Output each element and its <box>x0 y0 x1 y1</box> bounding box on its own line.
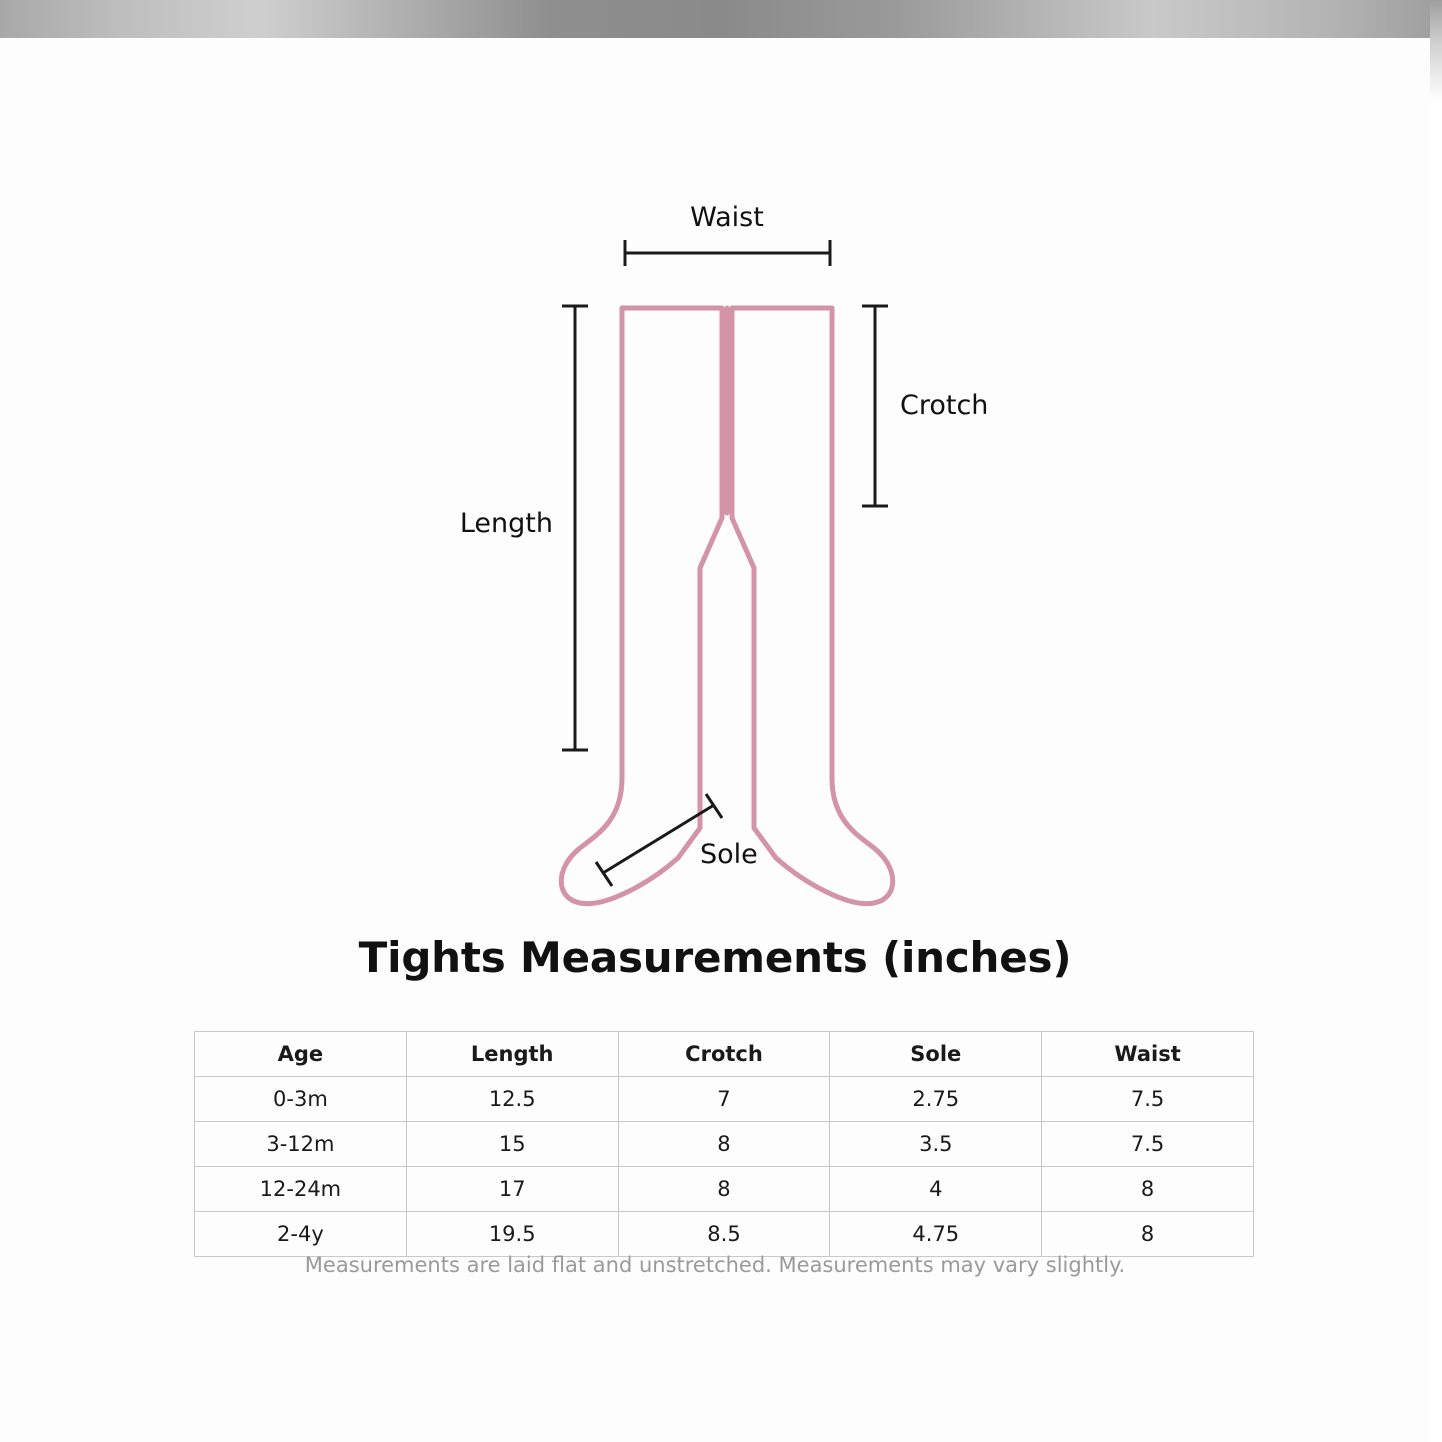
cell-sole: 3.5 <box>830 1122 1042 1167</box>
right-gradient-band <box>1430 0 1442 1442</box>
cell-length: 17 <box>406 1167 618 1212</box>
cell-age: 0-3m <box>195 1077 407 1122</box>
table-row <box>195 1167 1254 1212</box>
top-gradient-band <box>0 0 1442 38</box>
crotch-label: Crotch <box>900 390 989 421</box>
cell-sole: 4.75 <box>830 1212 1042 1257</box>
image-canvas <box>0 38 1430 1442</box>
table-row <box>195 1122 1254 1167</box>
cell-crotch: 8 <box>618 1122 830 1167</box>
measurements-table <box>194 1031 1254 1257</box>
table-header-row <box>195 1032 1254 1077</box>
waist-label: Waist <box>690 202 764 233</box>
page-title: Tights Measurements (inches) <box>358 933 1072 982</box>
column-header-sole: Sole <box>830 1032 1042 1077</box>
cell-waist: 8 <box>1042 1212 1254 1257</box>
length-dimension-line <box>562 306 588 750</box>
cell-waist: 7.5 <box>1042 1122 1254 1167</box>
table-row <box>195 1212 1254 1257</box>
cell-sole: 4 <box>830 1167 1042 1212</box>
tights-diagram-svg <box>0 178 1430 938</box>
table-row <box>195 1077 1254 1122</box>
cell-waist: 8 <box>1042 1167 1254 1212</box>
cell-crotch: 8.5 <box>618 1212 830 1257</box>
column-header-waist: Waist <box>1042 1032 1254 1077</box>
cell-crotch: 7 <box>618 1077 830 1122</box>
crotch-dimension-line <box>862 306 888 506</box>
cell-waist: 7.5 <box>1042 1077 1254 1122</box>
cell-length: 12.5 <box>406 1077 618 1122</box>
length-label: Length <box>459 508 553 539</box>
measurements-table-wrapper <box>194 1031 1254 1257</box>
cell-age: 3-12m <box>195 1122 407 1167</box>
cell-length: 15 <box>406 1122 618 1167</box>
cell-crotch: 8 <box>618 1167 830 1212</box>
footnote-text: Measurements are laid flat and unstretched. Measurements may vary slightly. <box>304 1253 1126 1277</box>
cell-age: 12-24m <box>195 1167 407 1212</box>
cell-age: 2-4y <box>195 1212 407 1257</box>
tights-diagram <box>0 178 1430 938</box>
tights-outline <box>561 308 893 904</box>
sole-label: Sole <box>700 839 758 870</box>
cell-length: 19.5 <box>406 1212 618 1257</box>
cell-sole: 2.75 <box>830 1077 1042 1122</box>
column-header-age: Age <box>195 1032 407 1077</box>
waist-dimension-line <box>625 240 830 266</box>
column-header-crotch: Crotch <box>618 1032 830 1077</box>
column-header-length: Length <box>406 1032 618 1077</box>
